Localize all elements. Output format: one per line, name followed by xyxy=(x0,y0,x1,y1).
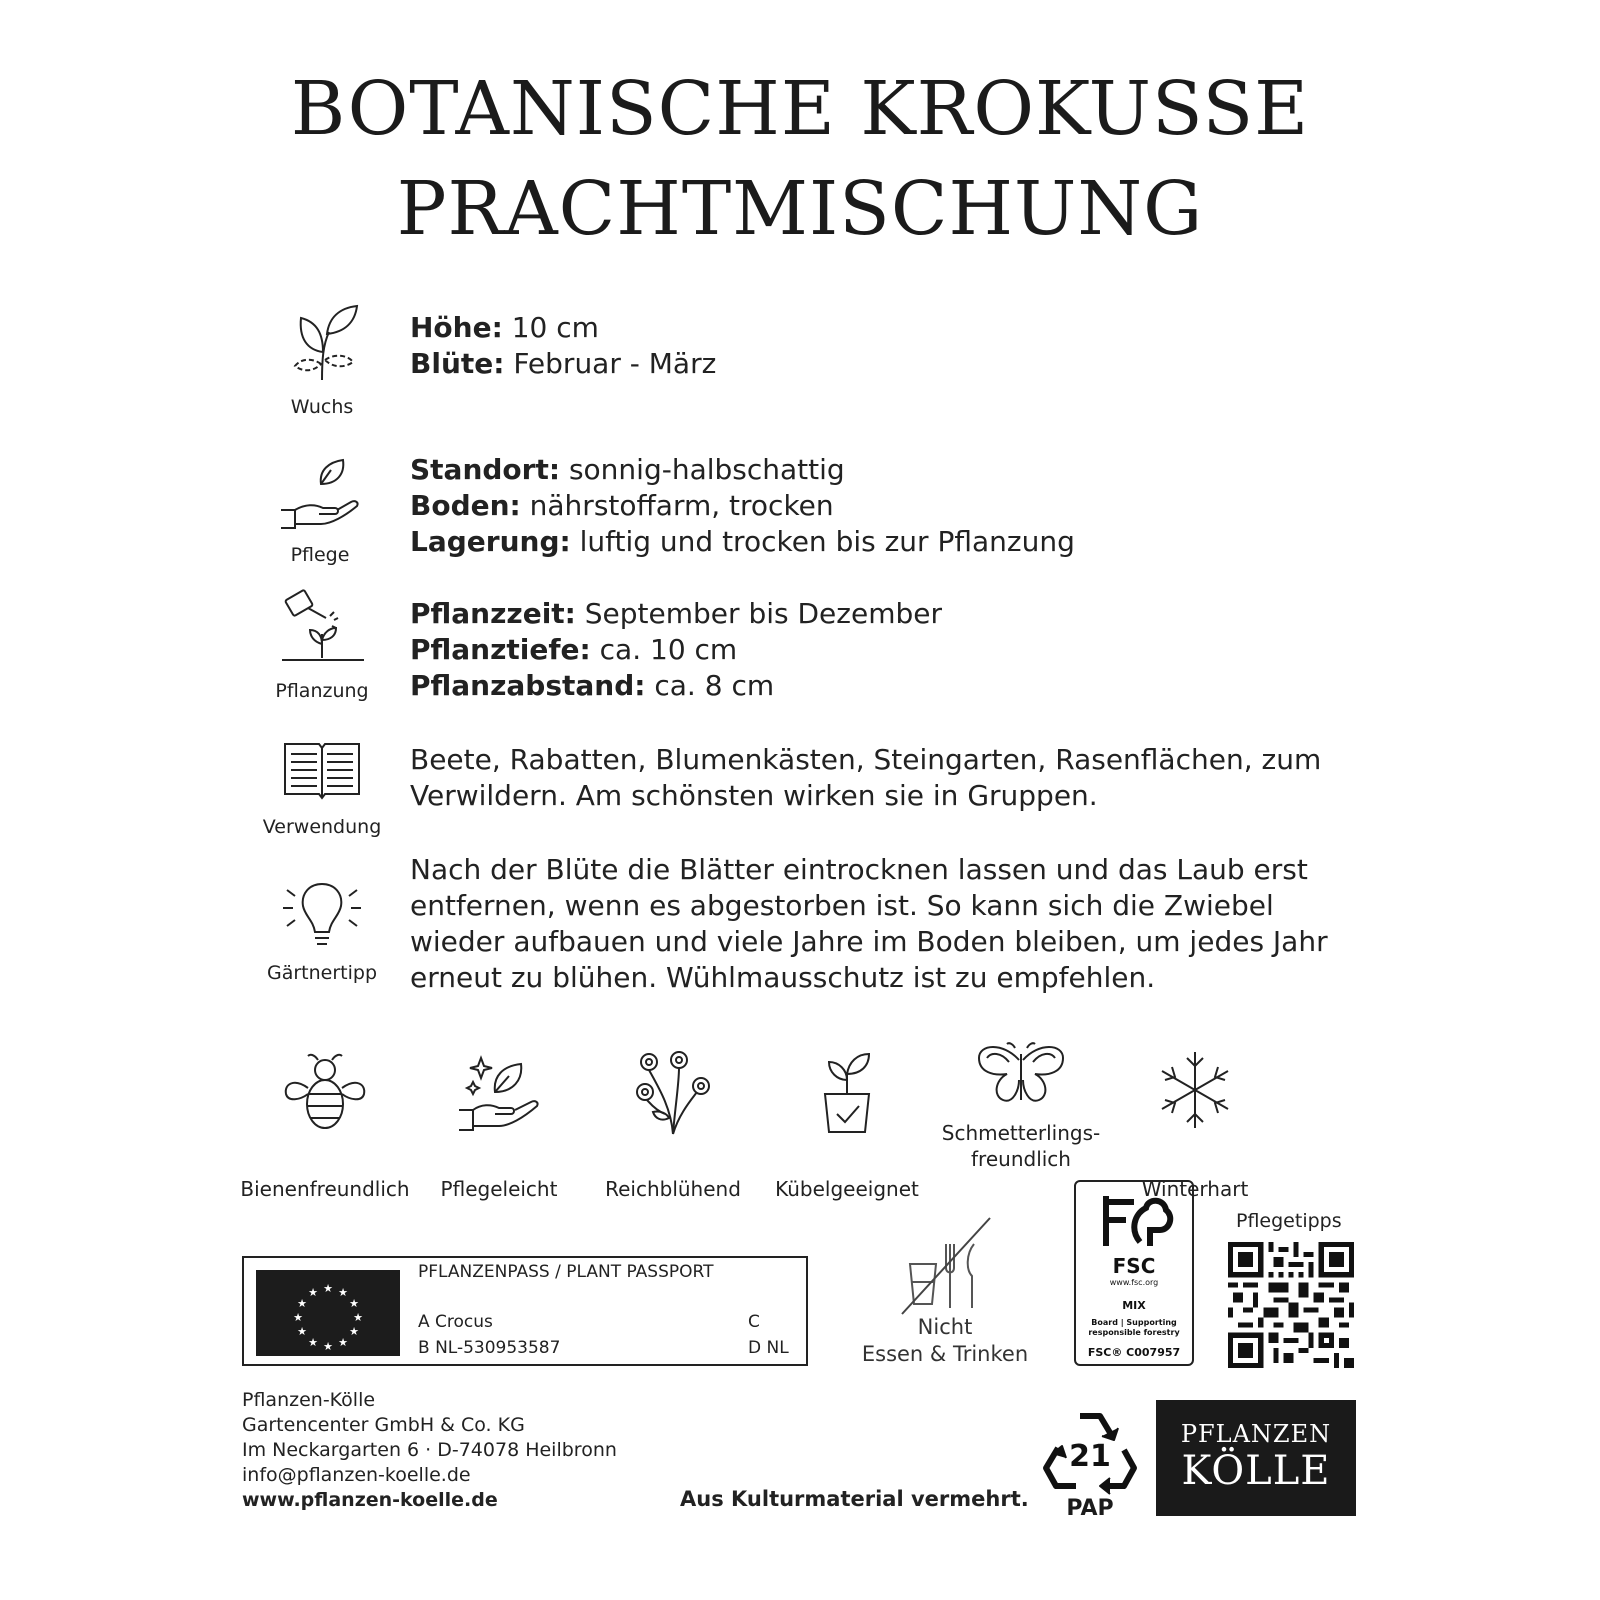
section-gaertnertipp-label: Gärtnertipp xyxy=(266,962,378,984)
svg-text:★: ★ xyxy=(349,1325,359,1338)
svg-text:★: ★ xyxy=(353,1311,363,1324)
svg-text:★: ★ xyxy=(323,1340,333,1353)
section-verwendung-text: Beete, Rabatten, Blumenkästen, Steingarten, Rasenflächen, zum Verwildern. Am schönsten wirken sie in Gruppen. xyxy=(410,743,1322,812)
svg-text:★: ★ xyxy=(297,1297,307,1310)
qr-label: Pflegetipps xyxy=(1236,1210,1342,1232)
flowers-icon xyxy=(625,1048,721,1138)
address-line: Im Neckargarten 6 · D-74078 Heilbronn xyxy=(242,1439,617,1461)
fsc-sub-line: Board | Supporting xyxy=(1091,1318,1177,1327)
passport-d: D NL xyxy=(748,1338,789,1358)
section-pflege-text xyxy=(410,452,1075,560)
feature-reichbluehend xyxy=(588,1048,758,1202)
info-row: Pflanzzeit: September bis Dezember xyxy=(410,597,942,630)
info-row: Standort: sonnig-halbschattig xyxy=(410,453,845,486)
feature-kuebelgeeignet xyxy=(762,1048,932,1202)
fsc-label xyxy=(1074,1180,1194,1366)
not-edible-text xyxy=(860,1314,1030,1368)
feature-label: Pflegeleicht xyxy=(440,1177,558,1201)
fsc-sub-line: responsible forestry xyxy=(1088,1328,1180,1337)
plant-sprout-icon xyxy=(277,300,367,390)
logo-line-1: PFLANZEN xyxy=(1180,1420,1332,1448)
not-edible-line: Essen & Trinken xyxy=(861,1342,1029,1366)
not-edible-line: Nicht xyxy=(917,1315,973,1339)
title-line-1: BOTANISCHE KROKUSSE xyxy=(290,66,1310,152)
recycling-number: 21 xyxy=(1069,1439,1111,1474)
feature-label: Reichblühend xyxy=(605,1177,741,1201)
fsc-url: www.fsc.org xyxy=(1109,1278,1159,1287)
no-food-drink-icon xyxy=(896,1214,996,1318)
section-pflege-label: Pflege xyxy=(290,544,350,566)
section-wuchs-label: Wuchs xyxy=(290,396,354,418)
pflanzen-koelle-logo xyxy=(1156,1400,1356,1516)
info-row: Höhe: 10 cm xyxy=(410,311,599,344)
feature-label-line: freundlich xyxy=(971,1147,1071,1171)
section-wuchs-icon-block xyxy=(252,300,392,418)
snowflake-icon xyxy=(1153,1048,1237,1132)
butterfly-icon xyxy=(973,1040,1069,1112)
passport-a: A Crocus xyxy=(418,1312,493,1332)
feature-label: Bienenfreundlich xyxy=(240,1177,410,1201)
recycling-triangle-icon xyxy=(1040,1404,1140,1496)
logo-line-2: KÖLLE xyxy=(1181,1448,1331,1494)
title-line-2: PRACHTMISCHUNG xyxy=(396,166,1204,252)
culture-note: Aus Kulturmaterial vermehrt. xyxy=(680,1487,1029,1511)
section-pflanzung-icon-block xyxy=(252,588,392,702)
passport-title: PFLANZENPASS / PLANT PASSPORT xyxy=(418,1262,714,1282)
eu-flag-icon xyxy=(256,1270,400,1356)
recycling-mark xyxy=(1040,1404,1140,1521)
info-row: Blüte: Februar - März xyxy=(410,347,717,380)
section-wuchs-text xyxy=(410,310,716,382)
plant-passport xyxy=(242,1256,808,1366)
feature-pflegeleicht xyxy=(414,1048,584,1202)
svg-text:★: ★ xyxy=(308,1286,318,1299)
svg-text:★: ★ xyxy=(349,1297,359,1310)
feature-schmetterlingsfreundlich xyxy=(936,1040,1106,1172)
address-line: Pflanzen-Kölle xyxy=(242,1389,376,1411)
fsc-tree-icon xyxy=(1094,1190,1174,1250)
passport-c: C xyxy=(748,1312,760,1332)
feature-bienenfreundlich xyxy=(240,1048,410,1202)
company-address xyxy=(242,1388,617,1513)
section-gaertnertipp-icon-block xyxy=(252,878,392,984)
pot-plant-icon xyxy=(807,1048,887,1136)
feature-label: Winterhart xyxy=(1141,1177,1249,1201)
hand-leaf-icon xyxy=(275,458,365,538)
info-row: Boden: nährstoffarm, trocken xyxy=(410,489,834,522)
feature-label: Kübelgeeignet xyxy=(775,1177,919,1201)
section-pflanzung-text xyxy=(410,596,942,704)
svg-text:★: ★ xyxy=(297,1325,307,1338)
email-link[interactable]: info@pflanzen-koelle.de xyxy=(242,1464,471,1486)
svg-text:★: ★ xyxy=(308,1336,318,1349)
passport-b: B NL-530953587 xyxy=(418,1338,561,1358)
info-row: Pflanzabstand: ca. 8 cm xyxy=(410,669,775,702)
section-verwendung-label: Verwendung xyxy=(262,816,382,838)
svg-text:★: ★ xyxy=(323,1282,333,1295)
watering-can-icon xyxy=(274,588,370,674)
fsc-sub xyxy=(1076,1318,1192,1338)
info-row: Lagerung: luftig und trocken bis zur Pflanzung xyxy=(410,525,1075,558)
feature-winterhart xyxy=(1110,1048,1280,1202)
bee-icon xyxy=(280,1048,370,1136)
feature-label xyxy=(936,1120,1106,1172)
fsc-mix: MIX xyxy=(1122,1299,1146,1312)
address-line: Gartencenter GmbH & Co. KG xyxy=(242,1414,525,1436)
section-pflege-icon-block xyxy=(250,458,390,566)
section-verwendung-icon-block xyxy=(252,738,392,838)
section-gaertnertipp-text: Nach der Blüte die Blätter eintrocknen lassen und das Laub erst entfernen, wenn es abgestorben ist. So kann sich die Zwiebel wieder aufbauen und viele Jahre im Boden bleiben, um jedes Jahr erneut zu blühen. Wühlmausschutz ist zu empfehlen. xyxy=(410,853,1328,994)
website-link[interactable]: www.pflanzen-koelle.de xyxy=(242,1489,498,1511)
lightbulb-icon xyxy=(277,878,367,950)
fsc-word: FSC xyxy=(1112,1254,1156,1278)
fsc-code: FSC® C007957 xyxy=(1087,1346,1181,1359)
svg-text:★: ★ xyxy=(338,1336,348,1349)
info-row: Pflanztiefe: ca. 10 cm xyxy=(410,633,738,666)
svg-text:★: ★ xyxy=(293,1311,303,1324)
feature-label-line: Schmetterlings- xyxy=(941,1121,1101,1145)
svg-text:★: ★ xyxy=(338,1286,348,1299)
recycling-label: PAP xyxy=(1066,1496,1114,1521)
open-book-icon xyxy=(279,738,365,802)
qr-code[interactable] xyxy=(1228,1242,1354,1368)
hand-leaf-sparkle-icon xyxy=(451,1048,547,1136)
section-pflanzung-label: Pflanzung xyxy=(275,680,369,702)
